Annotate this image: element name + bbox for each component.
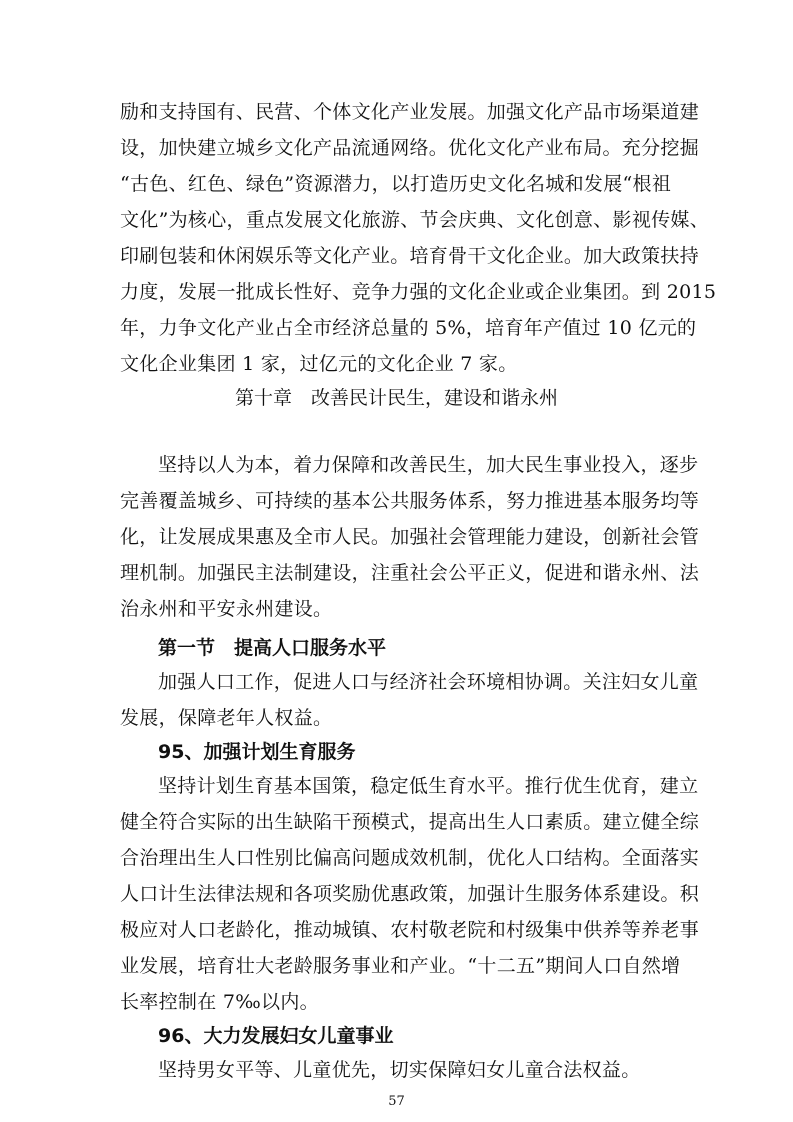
paragraph-line: 发展，保障老年人权益。 [120,707,333,729]
paragraph-line: 励和支持国有、民营、个体文化产业发展。加强文化产品市场渠道建 [120,101,700,123]
paragraph-line: 坚持计划生育基本国策，稳定低生育水平。推行优生优育，建立 [158,775,699,797]
paragraph-line: 力度，发展一批成长性好、竞争力强的文化企业或企业集团。到 2015 [120,281,717,303]
paragraph-line: 坚持以人为本，着力保障和改善民生，加大民生事业投入，逐步 [158,454,699,476]
paragraph-line: 化，让发展成果惠及全市人民。加强社会管理能力建设，创新社会管 [120,526,700,548]
item-heading: 96、大力发展妇女儿童事业 [158,1025,394,1047]
paragraph-line: 文化企业集团 1 家，过亿元的文化企业 7 家。 [120,353,518,375]
chapter-title: 第十章 改善民计民生，建设和谐永州 [234,387,558,409]
paragraph-line: 业发展，培育壮大老龄服务事业和产业。“十二五”期间人口自然增 [120,955,681,977]
paragraph-line: 健全符合实际的出生缺陷干预模式，提高出生人口素质。建立健全综 [120,811,700,833]
paragraph-line: 完善覆盖城乡、可持续的基本公共服务体系，努力推进基本服务均等 [120,490,700,512]
paragraph-line: 人口计生法律法规和各项奖励优惠政策，加强计生服务体系建设。积 [120,883,700,905]
paragraph-line: 设，加快建立城乡文化产品流通网络。优化文化产业布局。充分挖掘 [120,137,700,159]
paragraph-line: 理机制。加强民主法制建设，注重社会公平正义，促进和谐永州、法 [120,562,700,584]
paragraph-line: 治永州和平安永州建设。 [120,598,333,620]
paragraph-line: 合治理出生人口性别比偏高问题成效机制，优化人口结构。全面落实 [120,847,700,869]
paragraph-line: 年，力争文化产业占全市经济总量的 5%，培育年产值过 10 亿元的 [120,317,697,339]
paragraph-line: 长率控制在 7‰以内。 [120,991,319,1013]
section-heading: 第一节 提高人口服务水平 [158,637,387,659]
paragraph-line: 印刷包装和休闲娱乐等文化产业。培育骨干文化企业。加大政策扶持 [120,245,700,267]
paragraph-line: 加强人口工作，促进人口与经济社会环境相协调。关注妇女儿童 [158,671,699,693]
paragraph-line: 文化”为核心，重点发展文化旅游、节会庆典、文化创意、影视传媒、 [120,209,710,231]
paragraph-line: “古色、红色、绿色”资源潜力，以打造历史文化名城和发展“根祖 [120,173,672,195]
paragraph-line: 极应对人口老龄化，推动城镇、农村敬老院和村级集中供养等养老事 [120,919,700,941]
page-number: 57 [388,1094,405,1109]
item-heading: 95、加强计划生育服务 [158,741,356,763]
paragraph-line: 坚持男女平等、儿童优先，切实保障妇女儿童合法权益。 [158,1059,641,1081]
